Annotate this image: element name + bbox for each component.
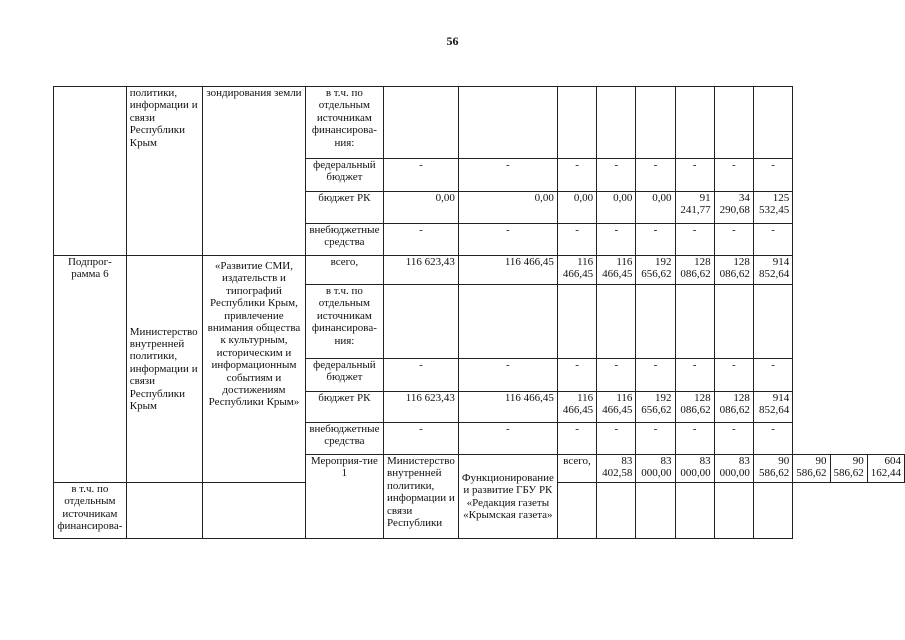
empty-cell: [458, 285, 557, 359]
amount-cell: 192 656,62: [636, 392, 675, 423]
empty-cell: [636, 483, 675, 539]
dash-cell: -: [675, 423, 714, 455]
amount-cell: 128 086,62: [675, 392, 714, 423]
dash-cell: -: [675, 159, 714, 192]
dash-cell: -: [458, 359, 557, 392]
amount-cell: 90 586,62: [830, 455, 867, 483]
code-cell: Мероприя-тие 1: [305, 455, 383, 539]
source-label: внебюджетные средства: [305, 423, 383, 455]
source-label: федеральный бюджет: [305, 359, 383, 392]
executor-cell: Министерство внутренней политики, информации и связи Республики Крым: [126, 256, 202, 483]
amount-cell: 34 290,68: [714, 192, 753, 224]
empty-cell: [714, 87, 753, 159]
dash-cell: -: [714, 224, 753, 256]
dash-cell: -: [458, 159, 557, 192]
empty-cell: [203, 483, 306, 539]
empty-cell: [126, 483, 202, 539]
amount-cell: 128 086,62: [714, 256, 753, 285]
dash-cell: -: [714, 159, 753, 192]
dash-cell: -: [753, 359, 792, 392]
amount-cell: 83 000,00: [636, 455, 675, 483]
dash-cell: -: [714, 359, 753, 392]
dash-cell: -: [675, 224, 714, 256]
code-cell: [54, 87, 127, 256]
amount-cell: 116 623,43: [384, 392, 459, 423]
source-label: всего,: [305, 256, 383, 285]
amount-cell: 914 852,64: [753, 392, 792, 423]
source-label: всего,: [557, 455, 596, 483]
event-name-cell: зондирования земли: [203, 87, 306, 256]
executor-cell: Министерство внутренней политики, информации и связи Республики: [384, 455, 459, 539]
empty-cell: [384, 87, 459, 159]
dash-cell: -: [557, 359, 596, 392]
empty-cell: [753, 87, 792, 159]
source-label: внебюджетные средства: [305, 224, 383, 256]
table-row: [54, 87, 905, 159]
event-name-cell: Функционирование и развитие ГБУ РК «Редакция газеты «Крымская газета»: [458, 455, 557, 539]
dash-cell: -: [597, 224, 636, 256]
dash-cell: -: [636, 224, 675, 256]
dash-cell: -: [597, 423, 636, 455]
amount-cell: 83 402,58: [597, 455, 636, 483]
amount-cell: 90 586,62: [793, 455, 830, 483]
dash-cell: -: [636, 359, 675, 392]
amount-cell: 91 241,77: [675, 192, 714, 224]
amount-cell: 116 466,45: [458, 256, 557, 285]
dash-cell: -: [384, 359, 459, 392]
amount-cell: 83 000,00: [675, 455, 714, 483]
dash-cell: -: [753, 224, 792, 256]
source-label: федеральный бюджет: [305, 159, 383, 192]
dash-cell: -: [597, 359, 636, 392]
amount-cell: 0,00: [636, 192, 675, 224]
table-body: [54, 87, 905, 539]
page-number: 56: [446, 34, 459, 48]
amount-cell: 83 000,00: [714, 455, 753, 483]
amount-cell: 914 852,64: [753, 256, 792, 285]
amount-cell: 0,00: [384, 192, 459, 224]
empty-cell: [675, 285, 714, 359]
dash-cell: -: [753, 159, 792, 192]
source-label: в т.ч. по отдельным источникам финансирова-ния:: [305, 87, 383, 159]
empty-cell: [597, 285, 636, 359]
empty-cell: [753, 483, 792, 539]
dash-cell: -: [675, 359, 714, 392]
amount-cell: 125 532,45: [753, 192, 792, 224]
dash-cell: -: [753, 423, 792, 455]
empty-cell: [714, 483, 753, 539]
empty-cell: [753, 285, 792, 359]
empty-cell: [458, 87, 557, 159]
source-label: бюджет РК: [305, 192, 383, 224]
dash-cell: -: [597, 159, 636, 192]
amount-cell: 0,00: [597, 192, 636, 224]
amount-cell: 0,00: [458, 192, 557, 224]
amount-cell: 116 466,45: [597, 392, 636, 423]
amount-cell: 90 586,62: [753, 455, 792, 483]
source-label: в т.ч. по отдельным источникам финансирова-: [54, 483, 127, 539]
dash-cell: -: [714, 423, 753, 455]
amount-cell: 116 466,45: [557, 256, 596, 285]
dash-cell: -: [557, 159, 596, 192]
amount-cell: 192 656,62: [636, 256, 675, 285]
dash-cell: -: [384, 423, 459, 455]
empty-cell: [675, 483, 714, 539]
empty-cell: [636, 87, 675, 159]
source-label: в т.ч. по отдельным источникам финансирова-ния:: [305, 285, 383, 359]
dash-cell: -: [458, 224, 557, 256]
empty-cell: [384, 285, 459, 359]
amount-cell: 128 086,62: [675, 256, 714, 285]
table-row: [54, 256, 905, 285]
empty-cell: [597, 483, 636, 539]
empty-cell: [675, 87, 714, 159]
source-label: бюджет РК: [305, 392, 383, 423]
dash-cell: -: [636, 423, 675, 455]
event-name-cell: «Развитие СМИ, издательств и типографий Республики Крым, привлечение внимания общества к культурным, историческим и информационным событиям и достижениям Республики Крым»: [203, 256, 306, 483]
executor-cell: политики, информации и связи Республики Крым: [126, 87, 202, 256]
code-cell: Подпрог-рамма 6: [54, 256, 127, 483]
amount-cell: 116 466,45: [557, 392, 596, 423]
empty-cell: [597, 87, 636, 159]
dash-cell: -: [557, 423, 596, 455]
amount-cell: 116 466,45: [597, 256, 636, 285]
amount-cell: 128 086,62: [714, 392, 753, 423]
dash-cell: -: [458, 423, 557, 455]
dash-cell: -: [384, 224, 459, 256]
empty-cell: [557, 87, 596, 159]
empty-cell: [714, 285, 753, 359]
empty-cell: [557, 483, 596, 539]
financing-table: [53, 86, 905, 539]
empty-cell: [557, 285, 596, 359]
empty-cell: [636, 285, 675, 359]
dash-cell: -: [384, 159, 459, 192]
amount-cell: 116 623,43: [384, 256, 459, 285]
dash-cell: -: [636, 159, 675, 192]
amount-cell: 116 466,45: [458, 392, 557, 423]
dash-cell: -: [557, 224, 596, 256]
amount-cell: 0,00: [557, 192, 596, 224]
amount-cell: 604 162,44: [867, 455, 904, 483]
